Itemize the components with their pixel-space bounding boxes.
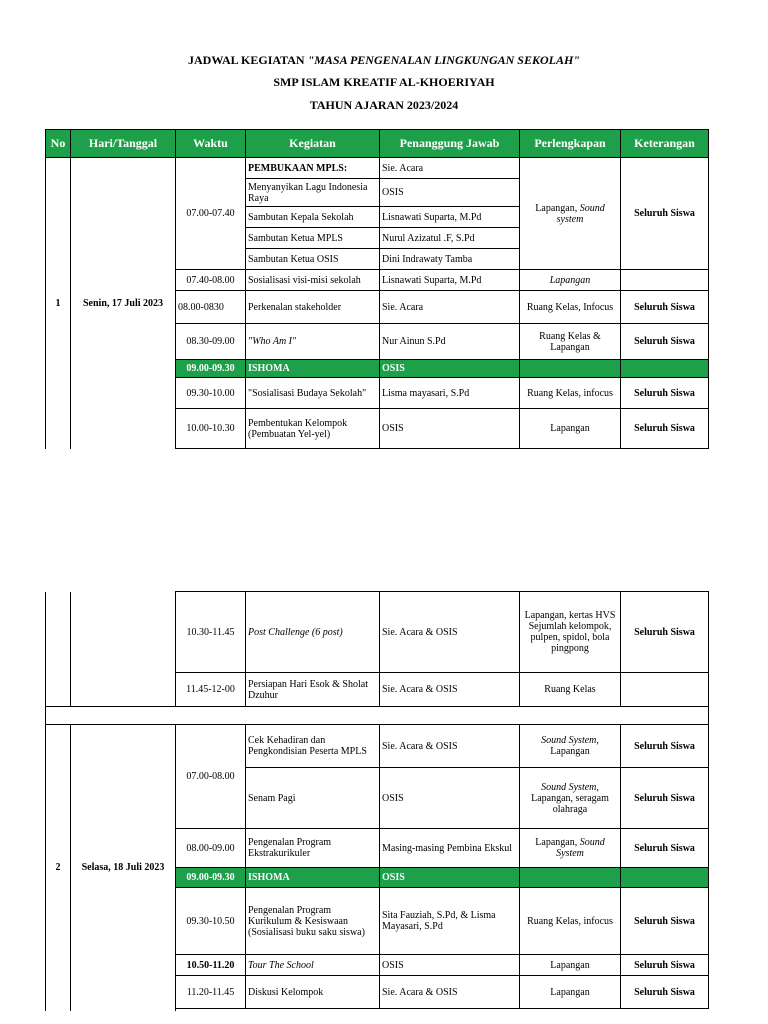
- activity-cell: Sosialisasi visi-misi sekolah: [246, 270, 380, 291]
- activity-cell: Cek Kehadiran dan Pengkondisian Peserta MPLS: [246, 725, 380, 768]
- pic-cell: Nur Ainun S.Pd: [380, 324, 520, 360]
- academic-year: TAHUN AJARAN 2023/2024: [309, 98, 459, 112]
- activity-cell: Pengenalan Program Kurikulum & Kesiswaan (Sosialisasi buku saku siswa): [246, 888, 380, 955]
- pic-cell: OSIS: [380, 360, 520, 378]
- time-cell: 08.30-09.00: [176, 324, 246, 360]
- notes-cell: [621, 360, 709, 378]
- pic-cell: Sie. Acara: [380, 291, 520, 324]
- pic-cell: OSIS: [380, 768, 520, 829]
- time-cell: 09.30-10.00: [176, 378, 246, 409]
- table-row: [46, 592, 709, 673]
- time-cell: 10.30-11.45: [176, 592, 246, 673]
- activity-cell: Pembentukan Kelompok (Pembuatan Yel-yel): [246, 409, 380, 449]
- pic-cell: Lisnawati Suparta, M.Pd: [380, 270, 520, 291]
- activity-cell: Persiapan Hari Esok & Sholat Dzuhur: [246, 673, 380, 707]
- pic-cell: Lisma mayasari, S.Pd: [380, 378, 520, 409]
- equipment-cell: Ruang Kelas, infocus: [520, 888, 621, 955]
- notes-cell: Seluruh Siswa: [621, 291, 709, 324]
- time-cell: 09.30-10.50: [176, 888, 246, 955]
- schedule-table-part2: [45, 591, 709, 1011]
- activity-cell: "Who Am I": [246, 324, 380, 360]
- notes-cell: Seluruh Siswa: [621, 888, 709, 955]
- day-number: 2: [46, 725, 71, 1011]
- notes-cell: Seluruh Siswa: [621, 592, 709, 673]
- pic-cell: Sita Fauziah, S.Pd, & Lisma Mayasari, S.Pd: [380, 888, 520, 955]
- col-header-time: Waktu: [176, 130, 246, 158]
- pic-cell: OSIS: [380, 868, 520, 888]
- pic-cell: Sie. Acara & OSIS: [380, 673, 520, 707]
- day-date: Selasa, 18 Juli 2023: [71, 725, 176, 1011]
- pic-cell: Dini Indrawaty Tamba: [380, 249, 520, 270]
- time-cell: 09.00-09.30: [176, 360, 246, 378]
- col-header-notes: Keterangan: [621, 130, 709, 158]
- time-cell: 11.20-11.45: [176, 976, 246, 1009]
- notes-cell: Seluruh Siswa: [621, 725, 709, 768]
- time-cell: 09.00-09.30: [176, 868, 246, 888]
- equipment-cell: Sound System, Lapangan, seragam olahraga: [520, 768, 621, 829]
- equipment-cell: Lapangan: [520, 976, 621, 1009]
- pic-cell: Nurul Azizatul .F, S.Pd: [380, 228, 520, 249]
- activity-cell: "Sosialisasi Budaya Sekolah": [246, 378, 380, 409]
- notes-cell: Seluruh Siswa: [621, 955, 709, 976]
- activity-cell: Menyanyikan Lagu Indonesia Raya: [246, 179, 380, 207]
- activity-cell: ISHOMA: [246, 360, 380, 378]
- equipment-cell: Ruang Kelas, infocus: [520, 378, 621, 409]
- table-row: [46, 158, 709, 179]
- pic-cell: OSIS: [380, 409, 520, 449]
- pic-cell: Masing-masing Pembina Ekskul: [380, 829, 520, 868]
- equipment-cell: Lapangan: [520, 955, 621, 976]
- col-header-pic: Penanggung Jawab: [380, 130, 520, 158]
- school-name: SMP ISLAM KREATIF AL-KHOERIYAH: [273, 75, 495, 89]
- equipment-cell: Lapangan, kertas HVS Sejumlah kelompok, pulpen, spidol, bola pingpong: [520, 592, 621, 673]
- notes-cell: Seluruh Siswa: [621, 378, 709, 409]
- time-cell: 10.00-10.30: [176, 409, 246, 449]
- spacer-cell: [176, 1009, 709, 1011]
- activity-cell: Perkenalan stakeholder: [246, 291, 380, 324]
- table-header-row: [46, 130, 709, 158]
- equipment-cell: [520, 868, 621, 888]
- equipment-cell: Lapangan: [520, 409, 621, 449]
- time-cell: 10.50-11.20: [176, 955, 246, 976]
- col-header-date: Hari/Tanggal: [71, 130, 176, 158]
- separator-cell: [46, 707, 709, 725]
- activity-cell: Post Challenge (6 post): [246, 592, 380, 673]
- equipment-cell: Sound System, Lapangan: [520, 725, 621, 768]
- time-cell: 07.00-07.40: [176, 158, 246, 270]
- equipment-cell: Lapangan, Sound system: [520, 158, 621, 270]
- notes-cell: [621, 270, 709, 291]
- activity-cell: Sambutan Kepala Sekolah: [246, 207, 380, 228]
- pic-cell: OSIS: [380, 955, 520, 976]
- time-cell: 07.00-08.00: [176, 725, 246, 829]
- pic-cell: OSIS: [380, 179, 520, 207]
- notes-cell: Seluruh Siswa: [621, 976, 709, 1009]
- day-date-continued: [71, 592, 176, 707]
- equipment-cell: [520, 360, 621, 378]
- activity-cell: Pengenalan Program Ekstrakurikuler: [246, 829, 380, 868]
- equipment-cell: Lapangan: [520, 270, 621, 291]
- notes-cell: [621, 868, 709, 888]
- notes-cell: Seluruh Siswa: [621, 829, 709, 868]
- equipment-cell: Ruang Kelas & Lapangan: [520, 324, 621, 360]
- equipment-cell: Ruang Kelas: [520, 673, 621, 707]
- time-cell: 11.45-12-00: [176, 673, 246, 707]
- day-number-continued: [46, 592, 71, 707]
- activity-cell: Sambutan Ketua MPLS: [246, 228, 380, 249]
- pic-cell: Sie. Acara & OSIS: [380, 725, 520, 768]
- notes-cell: Seluruh Siswa: [621, 768, 709, 829]
- time-cell: 07.40-08.00: [176, 270, 246, 291]
- schedule-table-part1: [45, 129, 709, 449]
- activity-cell: ISHOMA: [246, 868, 380, 888]
- pic-cell: Sie. Acara & OSIS: [380, 592, 520, 673]
- notes-cell: Seluruh Siswa: [621, 158, 709, 270]
- notes-cell: [621, 673, 709, 707]
- col-header-equipment: Perlengkapan: [520, 130, 621, 158]
- equipment-cell: Ruang Kelas, Infocus: [520, 291, 621, 324]
- time-cell: 08.00-0830: [176, 291, 246, 324]
- activity-cell: Sambutan Ketua OSIS: [246, 249, 380, 270]
- col-header-activity: Kegiatan: [246, 130, 380, 158]
- notes-cell: Seluruh Siswa: [621, 409, 709, 449]
- activity-cell: Tour The School: [246, 955, 380, 976]
- pic-cell: Sie. Acara & OSIS: [380, 976, 520, 1009]
- day-number: 1: [46, 158, 71, 449]
- activity-cell: Diskusi Kelompok: [246, 976, 380, 1009]
- time-cell: 08.00-09.00: [176, 829, 246, 868]
- pic-cell: Sie. Acara: [380, 158, 520, 179]
- separator-row: [46, 707, 709, 725]
- col-header-no: No: [46, 130, 71, 158]
- pic-cell: Lisnawati Suparta, M.Pd: [380, 207, 520, 228]
- activity-cell: PEMBUKAAN MPLS:: [246, 158, 380, 179]
- activity-cell: Senam Pagi: [246, 768, 380, 829]
- notes-cell: Seluruh Siswa: [621, 324, 709, 360]
- day-date: Senin, 17 Juli 2023: [71, 158, 176, 449]
- equipment-cell: Lapangan, Sound System: [520, 829, 621, 868]
- document-title: JADWAL KEGIATAN "MASA PENGENALAN LINGKUNGAN SEKOLAH": [188, 53, 580, 67]
- table-row: [46, 725, 709, 768]
